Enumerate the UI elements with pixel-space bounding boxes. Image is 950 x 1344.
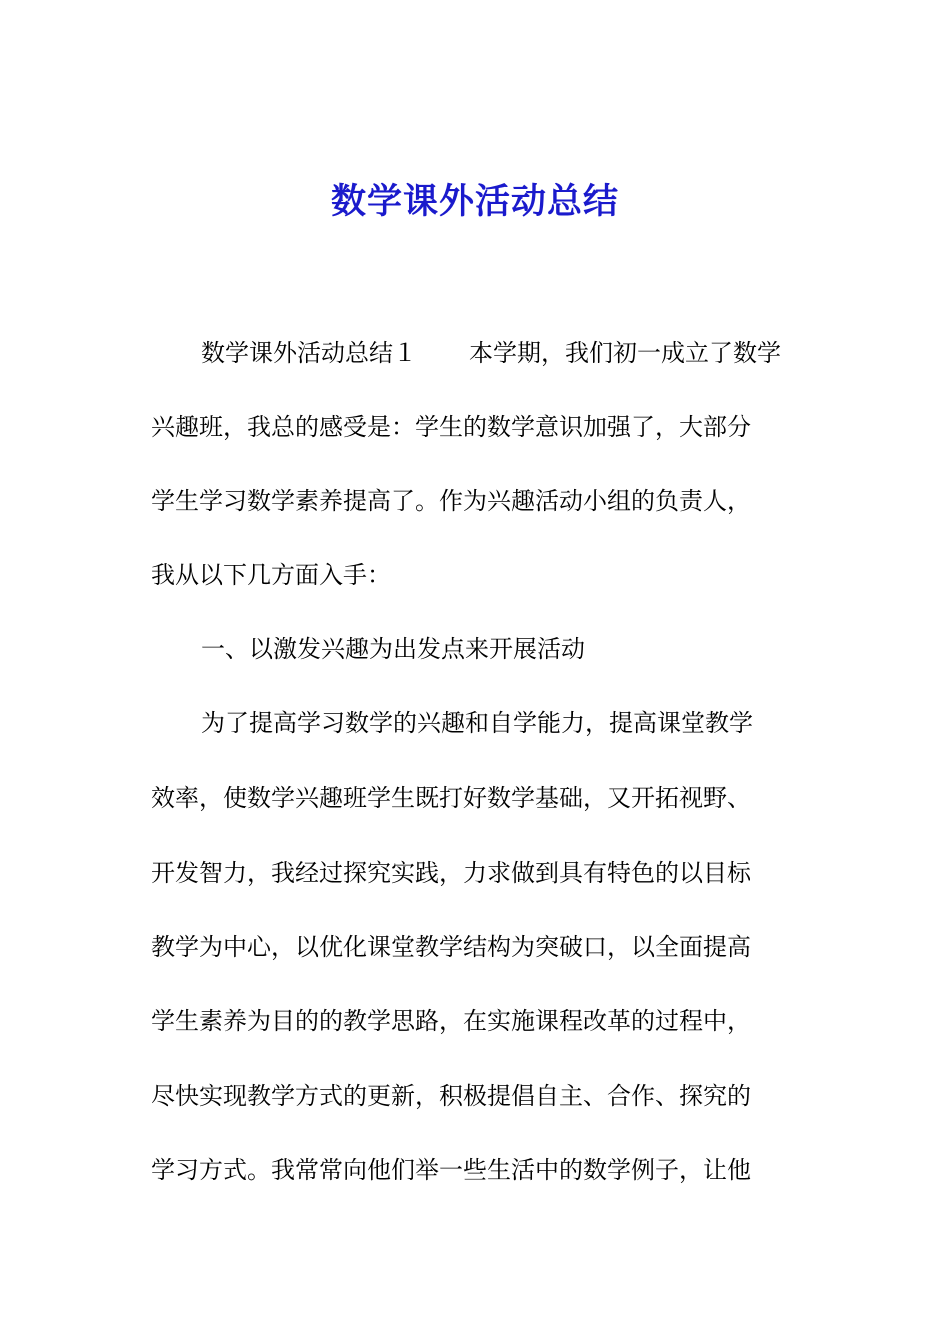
paragraph-line-12: 学习方式。我常常向他们举一些生活中的数学例子，让他: [151, 1156, 751, 1184]
paragraph-line-8: 开发智力，我经过探究实践，力求做到具有特色的以目标: [151, 859, 751, 887]
paragraph-line-10: 学生素养为目的的教学思路，在实施课程改革的过程中，: [151, 1007, 751, 1035]
paragraph-text: 本学期，我们初一成立了数学: [469, 339, 781, 367]
paragraph-line-6: 为了提高学习数学的兴趣和自学能力，提高课堂教学: [201, 709, 753, 737]
paragraph-line-4: 我从以下几方面入手：: [151, 561, 391, 589]
section-heading: 一、以激发兴趣为出发点来开展活动: [201, 635, 585, 663]
paragraph-line-9: 教学为中心，以优化课堂教学结构为突破口，以全面提高: [151, 933, 751, 961]
document-title: 数学课外活动总结: [330, 181, 619, 222]
section-heading-inline: 数学课外活动总结１: [201, 339, 417, 367]
paragraph-line-2: 兴趣班，我总的感受是：学生的数学意识加强了，大部分: [151, 413, 751, 441]
paragraph-line-11: 尽快实现教学方式的更新，积极提倡自主、合作、探究的: [151, 1082, 751, 1110]
paragraph-line-7: 效率，使数学兴趣班学生既打好数学基础，又开拓视野、: [151, 784, 751, 812]
paragraph-line-3: 学生学习数学素养提高了。作为兴趣活动小组的负责人，: [151, 487, 751, 515]
paragraph-line-1: [201, 335, 811, 371]
